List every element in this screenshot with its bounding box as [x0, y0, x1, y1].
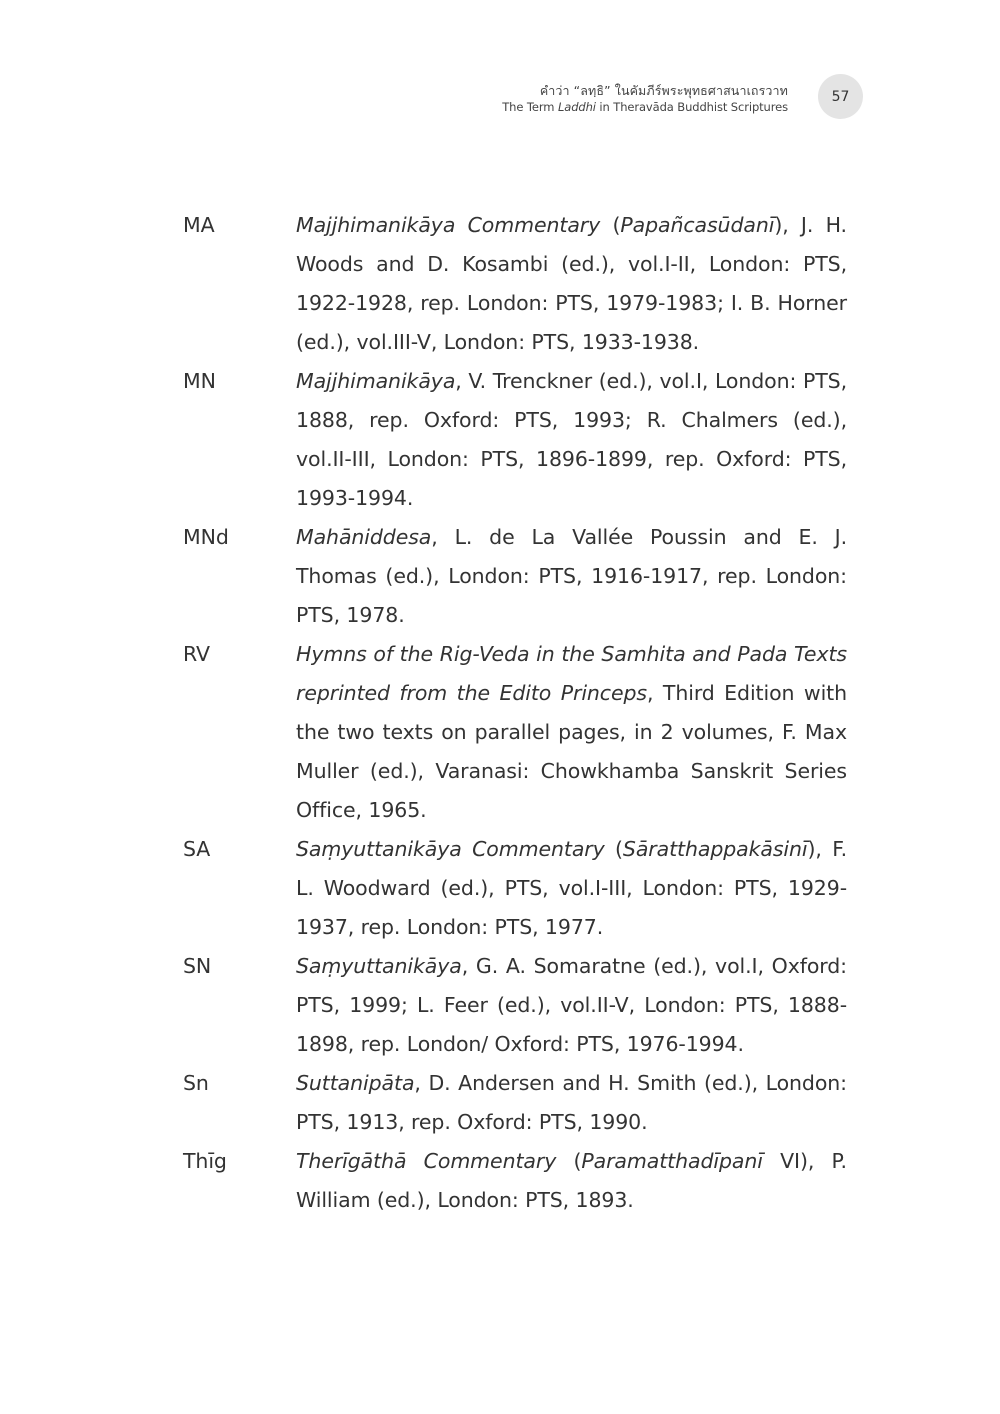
entry-abbreviation: MNd: [183, 525, 229, 549]
entry-title-italic: Saṃyuttanikāya: [296, 954, 462, 978]
entry-title-italic: Suttanipāta: [296, 1071, 415, 1095]
entry-citation: [296, 1064, 847, 1142]
header-english-italic: Laddhi: [557, 100, 596, 114]
entry-subtitle-italic: Papañcasūdanī: [620, 213, 775, 237]
entry-subtitle-italic: Sāratthappakāsinī: [622, 837, 808, 861]
abbreviation-entry: [183, 518, 847, 635]
entry-title-italic: Mahāniddesa: [296, 525, 432, 549]
entry-abbreviation: MA: [183, 213, 215, 237]
header-english-suffix: in Theravāda Buddhist Scriptures: [595, 100, 788, 114]
abbreviation-entry: [183, 1142, 847, 1220]
entry-citation-text: , D. Andersen and H. Smith (ed.), London: PTS, 1913, rep. Oxford: PTS, 1990.: [296, 1071, 847, 1134]
entry-citation-text: , V. Trenckner (ed.), vol.I, London: PTS, 1888, rep. Oxford: PTS, 1993; R. Chalmers (ed.), vol.II-III, London: PTS, 1896-1899, rep. Oxford: PTS, 1993-1994.: [296, 369, 847, 510]
entry-citation-text: , L. de La Vallée Poussin and E. J. Thomas (ed.), London: PTS, 1916-1917, rep. London: PTS, 1978.: [296, 525, 847, 627]
entry-citation: [296, 830, 847, 947]
abbreviation-entry: [183, 362, 847, 518]
entry-title-separator: (: [604, 837, 623, 861]
entry-subtitle-italic: Paramatthadīpanī: [581, 1149, 763, 1173]
abbreviation-entry: [183, 635, 847, 830]
entry-citation-text: ), J. H. Woods and D. Kosambi (ed.), vol.I-II, London: PTS, 1922-1928, rep. London: PTS, 1979-1983; I. B. Horner (ed.), vol.III-V, London: PTS, 1933-1938.: [296, 213, 847, 354]
running-header: [502, 82, 788, 116]
entry-citation: [296, 635, 847, 830]
entry-title-italic: Majjhimanikāya Commentary: [296, 213, 601, 237]
entry-citation: [296, 518, 847, 635]
entry-citation-text: , Third Edition with the two texts on parallel pages, in 2 volumes, F. Max Muller (ed.), Varanasi: Chowkhamba Sanskrit Series Office, 1965.: [296, 681, 847, 822]
entry-citation-text: , G. A. Somaratne (ed.), vol.I, Oxford: PTS, 1999; L. Feer (ed.), vol.II-V, London: PTS, 1888-1898, rep. London/ Oxford: PTS, 1976-1994.: [296, 954, 847, 1056]
entry-title-italic: Saṃyuttanikāya Commentary: [296, 837, 605, 861]
abbreviation-entry: [183, 830, 847, 947]
header-english-prefix: The Term: [502, 100, 558, 114]
page-number-badge: 57: [818, 74, 863, 119]
entry-citation: [296, 206, 847, 362]
entry-title-italic: Hymns of the Rig-Veda in the Samhita and Pada Texts reprinted from the Edito Princeps: [296, 642, 847, 705]
entry-title-italic: Therīgāthā Commentary: [296, 1149, 557, 1173]
entry-citation: [296, 362, 847, 518]
entry-abbreviation: SN: [183, 954, 212, 978]
entry-title-italic: Majjhimanikāya: [296, 369, 456, 393]
entry-abbreviation: Thīg: [183, 1149, 227, 1173]
entry-citation: [296, 1142, 847, 1220]
entry-citation-text: VI), P. William (ed.), London: PTS, 1893.: [296, 1149, 847, 1212]
entry-abbreviation: SA: [183, 837, 211, 861]
header-english-title: [502, 99, 788, 116]
entry-title-separator: (: [600, 213, 621, 237]
abbreviation-list: [183, 206, 847, 1220]
entry-citation-text: ), F. L. Woodward (ed.), PTS, vol.I-III, London: PTS, 1929-1937, rep. London: PTS, 1977.: [296, 837, 848, 939]
abbreviation-entry: [183, 206, 847, 362]
entry-abbreviation: RV: [183, 642, 210, 666]
entry-citation: [296, 947, 847, 1064]
abbreviation-entry: [183, 947, 847, 1064]
entry-abbreviation: Sn: [183, 1071, 209, 1095]
entry-abbreviation: MN: [183, 369, 216, 393]
entry-title-separator: (: [556, 1149, 582, 1173]
abbreviation-entry: [183, 1064, 847, 1142]
header-thai-title: คำว่า “ลทฺธิ” ในคัมภีร์พระพุทธศาสนาเถรวาท: [539, 83, 788, 98]
